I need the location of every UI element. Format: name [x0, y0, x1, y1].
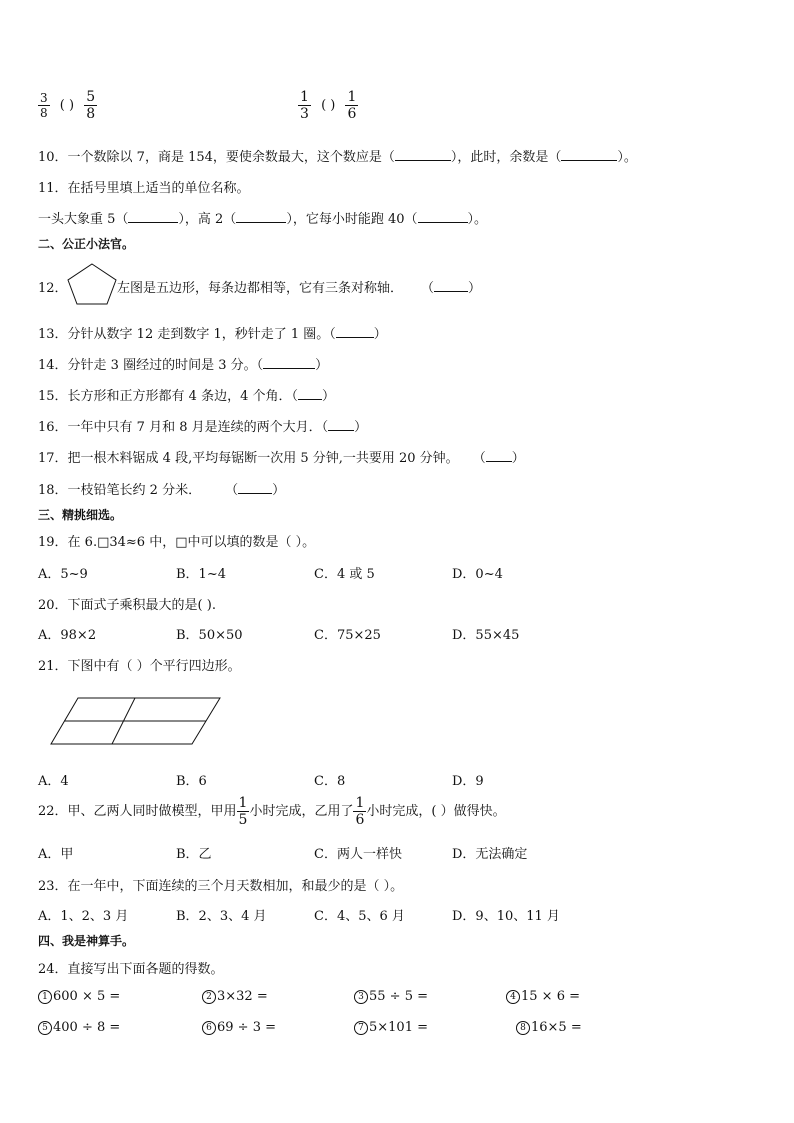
compare-a — [38, 90, 97, 121]
answer-blank[interactable] — [561, 148, 617, 161]
compare-blank[interactable]: ( ) — [59, 98, 75, 113]
answer-blank[interactable] — [263, 356, 315, 369]
calc-item: 6 69 ÷ 3 = — [202, 1020, 276, 1035]
option-d[interactable]: D．9、10、11 月 — [452, 909, 560, 924]
calc-item: 3 55 ÷ 5 = — [354, 989, 428, 1004]
question-21: 21．下图中有（ ）个平行四边形。 — [38, 659, 241, 674]
option-d[interactable]: D．9 — [452, 774, 484, 789]
question-20: 20．下面式子乘积最大的是( ). — [38, 598, 216, 613]
circled-number: 4 — [506, 990, 520, 1004]
section-heading-2: 二、公正小法官。 — [38, 237, 135, 251]
option-a[interactable]: A．4 — [38, 774, 69, 789]
option-d[interactable]: D．0~4 — [452, 567, 503, 582]
option-c[interactable]: C．4 或 5 — [314, 567, 375, 582]
option-c[interactable]: C．4、5、6 月 — [314, 909, 405, 924]
pentagon-figure — [66, 262, 118, 306]
answer-blank[interactable] — [128, 210, 178, 223]
fraction: $\frac{1}{3}$ — [300, 89, 309, 122]
option-b[interactable]: B．乙 — [176, 847, 212, 862]
circled-number: 7 — [354, 1021, 368, 1035]
question-15: 15．长方形和正方形都有 4 条边，4 个角．（ ） — [38, 389, 335, 404]
question-19: 19．在 6.□34≈6 中，□中可以填的数是（ ）。 — [38, 535, 316, 550]
answer-blank[interactable] — [238, 481, 272, 494]
answer-blank[interactable] — [418, 210, 468, 223]
option-a[interactable]: A．5~9 — [38, 567, 88, 582]
option-c[interactable]: C．75×25 — [314, 628, 381, 643]
calc-item: 1 600 × 5 = — [38, 989, 120, 1004]
circled-number: 3 — [354, 990, 368, 1004]
answer-blank[interactable] — [236, 210, 286, 223]
circled-number: 5 — [38, 1021, 52, 1035]
option-b[interactable]: B．1~4 — [176, 567, 226, 582]
answer-blank[interactable] — [486, 449, 512, 462]
fraction: $\frac{1}{6}$ — [355, 795, 365, 828]
fraction: $\frac{5}{8}$ — [86, 89, 96, 122]
answer-blank[interactable] — [336, 325, 374, 338]
option-c[interactable]: C．两人一样快 — [314, 847, 402, 862]
option-a[interactable]: A．1、2、3 月 — [38, 909, 129, 924]
question-11-title: 11．在括号里填上适当的单位名称。 — [38, 181, 250, 196]
section-heading-3: 三、精挑细选。 — [38, 508, 123, 522]
option-d[interactable]: D．无法确定 — [452, 847, 528, 862]
section-heading-4: 四、我是神算手。 — [38, 934, 135, 948]
calc-item: 8 16×5 = — [516, 1020, 582, 1035]
question-17: 17．把一根木料锯成 4 段,平均每锯断一次用 5 分钟,一共要用 20 分钟。 （ ） — [38, 451, 525, 466]
question-16: 16．一年中只有 7 月和 8 月是连续的两个大月．（ ） — [38, 420, 368, 435]
parallelogram-figure — [48, 696, 228, 748]
option-a[interactable]: A．98×2 — [38, 628, 97, 643]
compare-blank[interactable]: ( ) — [321, 98, 336, 113]
option-b[interactable]: B．50×50 — [176, 628, 243, 643]
question-18: 18．一枝铅笔长约 2 分米． （ ） — [38, 483, 286, 498]
option-a[interactable]: A．甲 — [38, 847, 74, 862]
answer-blank[interactable] — [395, 148, 451, 161]
question-13: 13．分针从数字 12 走到数字 1，秒针走了 1 圈。（ ） — [38, 327, 387, 342]
question-14: 14．分针走 3 圈经过的时间是 3 分。（ ） — [38, 358, 329, 373]
circled-number: 2 — [202, 990, 216, 1004]
question-12-number: 12． — [38, 281, 68, 296]
answer-blank[interactable] — [298, 387, 322, 400]
option-d[interactable]: D．55×45 — [452, 628, 520, 643]
question-10: 10．一个数除以 7，商是 154，要使余数最大，这个数应是（ ），此时，余数是（ ）。 — [38, 150, 637, 165]
calc-item: 2 3×32 = — [202, 989, 268, 1004]
answer-blank[interactable] — [328, 418, 354, 431]
option-b[interactable]: B．6 — [176, 774, 207, 789]
fraction: $\frac{3}{8}$ — [40, 91, 48, 120]
circled-number: 6 — [202, 1021, 216, 1035]
question-12-text: 左图是五边形，每条边都相等，它有三条对称轴． （ ） — [117, 281, 482, 296]
calc-item: 7 5×101 = — [354, 1020, 428, 1035]
compare-b — [298, 90, 358, 121]
fraction: $\frac{1}{6}$ — [347, 89, 357, 122]
fraction: $\frac{1}{5}$ — [238, 795, 248, 828]
question-11-body: 一头大象重 5（ ），高 2（ ），它每小时能跑 40（ ）。 — [38, 212, 488, 227]
circled-number: 1 — [38, 990, 52, 1004]
question-24: 24．直接写出下面各题的得数。 — [38, 962, 224, 977]
circled-number: 8 — [516, 1021, 530, 1035]
calc-item: 5 400 ÷ 8 = — [38, 1020, 120, 1035]
option-c[interactable]: C．8 — [314, 774, 346, 789]
question-23: 23．在一年中，下面连续的三个月天数相加，和最少的是（ ）。 — [38, 879, 404, 894]
answer-blank[interactable] — [434, 279, 468, 292]
calc-item: 4 15 × 6 = — [506, 989, 580, 1004]
option-b[interactable]: B．2、3、4 月 — [176, 909, 267, 924]
question-22: 22．甲、乙两人同时做模型，甲用 $\frac{1}{5}$ 小时完成，乙用了 $\frac{1}{6}$ 小时完成，( ）做得快。 — [38, 795, 506, 828]
